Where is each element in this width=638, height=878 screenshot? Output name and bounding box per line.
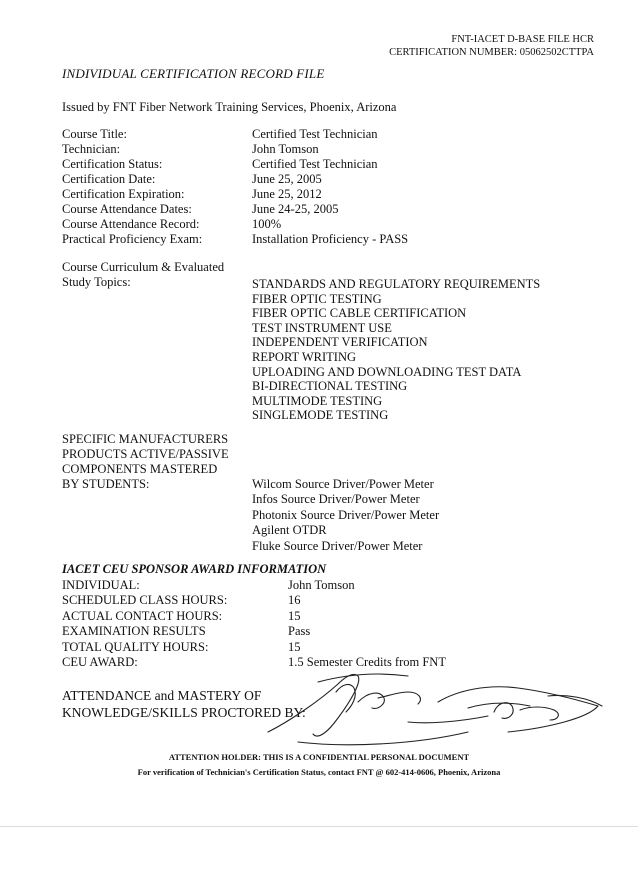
- product-item: Fluke Source Driver/Power Meter: [252, 538, 423, 553]
- ceu-heading: IACET CEU SPONSOR AWARD INFORMATION: [62, 562, 327, 576]
- ceu-value: John Tomson: [288, 578, 355, 592]
- proctor-label: KNOWLEDGE/SKILLS PROCTORED BY:: [62, 705, 306, 720]
- manufacturer-products: [252, 477, 439, 554]
- ceu-label: CEU AWARD:: [62, 655, 138, 670]
- topic-item: UPLOADING AND DOWNLOADING TEST DATA: [252, 364, 522, 379]
- field-value: Installation Proficiency - PASS: [252, 232, 409, 246]
- handwritten-signature: [258, 662, 608, 752]
- topic-item: REPORT WRITING: [252, 349, 356, 364]
- curriculum-label: Study Topics:: [62, 275, 131, 289]
- field-label: Technician:: [62, 142, 121, 156]
- curriculum-topics: [252, 277, 540, 423]
- proctor-label: ATTENDANCE and MASTERY OF: [62, 688, 262, 703]
- topic-item: STANDARDS AND REGULATORY REQUIREMENTS: [252, 277, 541, 291]
- ceu-values: [288, 578, 446, 670]
- document-title: INDIVIDUAL CERTIFICATION RECORD FILE: [62, 66, 325, 81]
- field-value: 100%: [252, 217, 282, 231]
- ceu-value: 1.5 Semester Credits from FNT: [288, 655, 446, 670]
- certification-number: CERTIFICATION NUMBER: 05062502CTTPA: [389, 47, 594, 58]
- field-value: June 25, 2012: [252, 187, 322, 201]
- curriculum-label: Course Curriculum & Evaluated: [62, 260, 225, 274]
- ceu-value: 16: [288, 593, 301, 608]
- ceu-label: ACTUAL CONTACT HOURS:: [62, 608, 223, 623]
- label-line: SPECIFIC MANUFACTURERS: [62, 432, 229, 446]
- field-label: Course Attendance Dates:: [62, 202, 192, 216]
- manufacturers-label: [62, 432, 229, 492]
- confidential-notice: ATTENTION HOLDER: THIS IS A CONFIDENTIAL PERSONAL DOCUMENT: [168, 752, 470, 762]
- label-line: COMPONENTS MASTERED: [62, 462, 218, 476]
- ceu-label: EXAMINATION RESULTS: [62, 624, 206, 639]
- product-item: Infos Source Driver/Power Meter: [252, 492, 420, 507]
- field-value: Certified Test Technician: [252, 157, 378, 171]
- product-item: Wilcom Source Driver/Power Meter: [252, 477, 434, 491]
- topic-item: MULTIMODE TESTING: [252, 393, 383, 408]
- ceu-label: TOTAL QUALITY HOURS:: [62, 639, 209, 654]
- ceu-value: 15: [288, 608, 301, 623]
- file-id-header: FNT-IACET D-BASE FILE HCR: [451, 34, 594, 45]
- ceu-label: INDIVIDUAL:: [62, 578, 140, 592]
- topic-item: FIBER OPTIC CABLE CERTIFICATION: [252, 306, 467, 321]
- field-label: Course Title:: [62, 127, 127, 141]
- topic-item: TEST INSTRUMENT USE: [252, 320, 392, 335]
- ceu-labels: [62, 578, 227, 670]
- label-line: PRODUCTS ACTIVE/PASSIVE: [62, 447, 229, 461]
- field-label: Practical Proficiency Exam:: [62, 232, 203, 246]
- issued-by: Issued by FNT Fiber Network Training Services, Phoenix, Arizona: [62, 100, 397, 114]
- field-label: Certification Date:: [62, 172, 156, 186]
- ceu-label: SCHEDULED CLASS HOURS:: [62, 593, 228, 608]
- topic-item: INDEPENDENT VERIFICATION: [252, 335, 428, 350]
- verification-notice: For verification of Technician's Certification Status, contact FNT @ 602-414-0606, Phoenix, Arizona: [137, 767, 501, 777]
- field-label: Certification Status:: [62, 157, 163, 171]
- label-line: BY STUDENTS:: [62, 477, 150, 491]
- product-item: Photonix Source Driver/Power Meter: [252, 507, 440, 522]
- topic-item: SINGLEMODE TESTING: [252, 408, 389, 423]
- field-label: Course Attendance Record:: [62, 217, 200, 231]
- product-item: Agilent OTDR: [252, 523, 327, 538]
- topic-item: BI-DIRECTIONAL TESTING: [252, 379, 408, 394]
- field-value: John Tomson: [252, 142, 319, 156]
- page-edge-line: [0, 826, 638, 827]
- field-value: June 25, 2005: [252, 172, 322, 186]
- field-value: June 24-25, 2005: [252, 202, 339, 216]
- field-value: Certified Test Technician: [252, 127, 378, 141]
- topic-item: FIBER OPTIC TESTING: [252, 291, 382, 306]
- field-label: Certification Expiration:: [62, 187, 185, 201]
- ceu-value: Pass: [288, 624, 311, 639]
- ceu-value: 15: [288, 639, 301, 654]
